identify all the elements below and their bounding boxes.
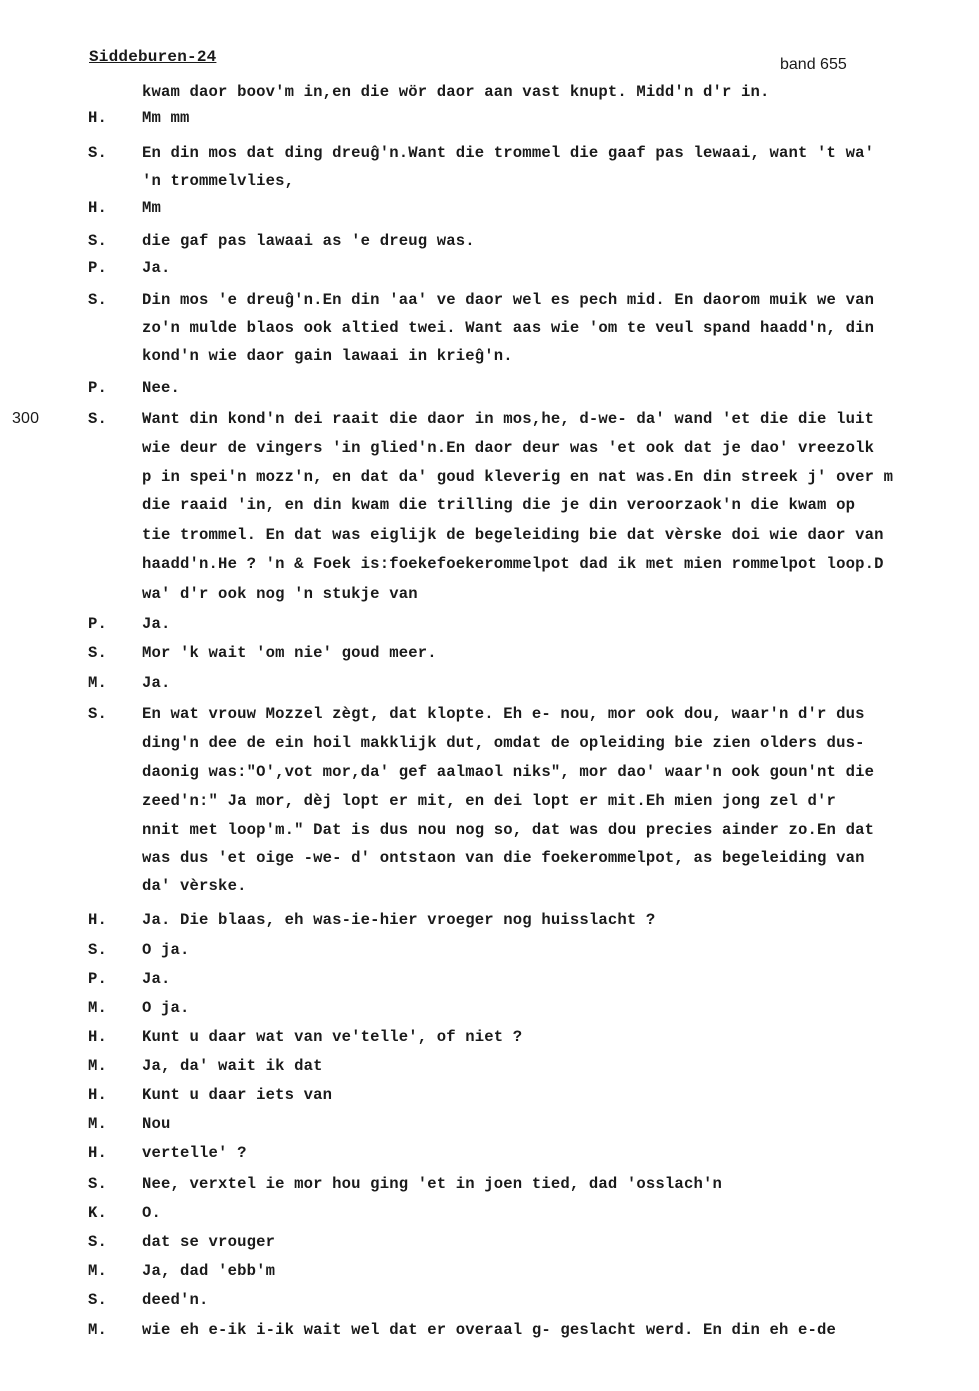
utterance-text: ding'n dee de ein hoil makklijk dut, omdat de opleiding bie zien olders dus- [142, 734, 865, 752]
speaker-label: M. [88, 1321, 108, 1339]
transcript-line [0, 80, 979, 104]
transcript-line [0, 552, 979, 576]
speaker-label: S. [88, 410, 108, 428]
transcript-line [0, 641, 979, 665]
document-title: Siddeburen-24 [89, 48, 217, 66]
utterance-text: O. [142, 1204, 162, 1222]
utterance-text: Nee, verxtel ie mor hou ging 'et in joen tied, dad 'osslach'n [142, 1175, 722, 1193]
utterance-text: Din mos 'e dreuĝ'n.En din 'aa' ve daor wel es pech mid. En daorom muik we van [142, 291, 875, 309]
speaker-label: P. [88, 970, 108, 988]
utterance-text: Ja, da' wait ik dat [142, 1057, 323, 1075]
transcript-line [0, 256, 979, 280]
speaker-label: S. [88, 144, 108, 162]
transcript-line [0, 344, 979, 368]
utterance-text: dat se vrouger [142, 1233, 276, 1251]
transcript-line [0, 106, 979, 130]
speaker-label: S. [88, 291, 108, 309]
speaker-label: M. [88, 1057, 108, 1075]
speaker-label: S. [88, 1291, 108, 1309]
speaker-label: H. [88, 1028, 108, 1046]
transcript-line [0, 316, 979, 340]
transcript-line [0, 169, 979, 193]
speaker-label: H. [88, 1144, 108, 1162]
utterance-text: da' vèrske. [142, 877, 247, 895]
transcript-line [0, 908, 979, 932]
utterance-text: O ja. [142, 999, 190, 1017]
transcript-line [0, 1172, 979, 1196]
line-number: 300 [12, 410, 40, 427]
transcript-line [0, 407, 979, 431]
speaker-label: S. [88, 232, 108, 250]
transcript-line [0, 1112, 979, 1136]
transcript-line [0, 996, 979, 1020]
utterance-text: Ja. [142, 674, 171, 692]
speaker-label: M. [88, 1262, 108, 1280]
utterance-text: Kunt u daar wat van ve'telle', of niet ? [142, 1028, 523, 1046]
speaker-label: P. [88, 259, 108, 277]
transcript-line [0, 376, 979, 400]
utterance-text: die raaid 'in, en din kwam die trilling die je din veroorzaok'n die kwam op [142, 496, 856, 514]
utterance-text: Ja. [142, 615, 171, 633]
utterance-text: En wat vrouw Mozzel zègt, dat klopte. Eh e- nou, mor ook dou, waar'n d'r dus [142, 705, 865, 723]
speaker-label: M. [88, 999, 108, 1017]
transcript-line [0, 789, 979, 813]
utterance-text: nnit met loop'm." Dat is dus nou nog so, dat was dou precies ainder zo.En dat [142, 821, 875, 839]
transcript-line [0, 1141, 979, 1165]
utterance-text: p in spei'n mozz'n, en dat da' goud kleverig en nat was.En din streek j' over m [142, 468, 894, 486]
utterance-text: zo'n mulde blaos ook altied twei. Want aas wie 'om te veul spand haadd'n, din [142, 319, 875, 337]
utterance-text: Mm mm [142, 109, 190, 127]
speaker-label: H. [88, 199, 108, 217]
utterance-text: Mm [142, 199, 162, 217]
speaker-label: M. [88, 1115, 108, 1133]
utterance-text: tie trommel. En dat was eiglijk de begeleiding bie dat vèrske doi wie daor van [142, 526, 884, 544]
utterance-text: O ja. [142, 941, 190, 959]
tape-number: band 655 [780, 56, 847, 73]
transcript-line [0, 874, 979, 898]
transcript-line [0, 288, 979, 312]
utterance-text: Mor 'k wait 'om nie' goud meer. [142, 644, 437, 662]
utterance-text: die gaf pas lawaai as 'e dreug was. [142, 232, 475, 250]
speaker-label: K. [88, 1204, 108, 1222]
utterance-text: kond'n wie daor gain lawaai in krieĝ'n. [142, 347, 513, 365]
transcript-line [0, 702, 979, 726]
speaker-label: S. [88, 705, 108, 723]
speaker-label: P. [88, 379, 108, 397]
utterance-text: deed'n. [142, 1291, 209, 1309]
transcript-line [0, 436, 979, 460]
transcript-line [0, 612, 979, 636]
utterance-text: haadd'n.He ? 'n & Foek is:foekefoekerommelpot dad ik met mien rommelpot loop.D [142, 555, 884, 573]
transcript-line [0, 938, 979, 962]
speaker-label: H. [88, 109, 108, 127]
utterance-text: daonig was:"O',vot mor,da' gef aalmaol niks", mor dao' waar'n ook goun'nt die [142, 763, 875, 781]
utterance-text: Ja. [142, 259, 171, 277]
transcript-line [0, 229, 979, 253]
transcript-line [0, 967, 979, 991]
transcript-line [0, 465, 979, 489]
transcript-line [0, 1054, 979, 1078]
transcript-line [0, 523, 979, 547]
utterance-text: was dus 'et oige -we- d' ontstaon van die foekerommelpot, as begeleiding van [142, 849, 865, 867]
speaker-label: P. [88, 615, 108, 633]
utterance-text: 'n trommelvlies, [142, 172, 295, 190]
speaker-label: H. [88, 911, 108, 929]
transcript-line [0, 196, 979, 220]
transcript-line [0, 671, 979, 695]
utterance-text: En din mos dat ding dreuĝ'n.Want die trommel die gaaf pas lewaai, want 't wa' [142, 144, 875, 162]
transcript-line [0, 818, 979, 842]
utterance-text: wie deur de vingers 'in glied'n.En daor deur was 'et ook dat je dao' vreezolk [142, 439, 875, 457]
transcript-line [0, 760, 979, 784]
utterance-text: Nee. [142, 379, 181, 397]
transcript-line [0, 1201, 979, 1225]
transcript-line [0, 1230, 979, 1254]
transcript-line [0, 1083, 979, 1107]
speaker-label: S. [88, 941, 108, 959]
utterance-text: Ja, dad 'ebb'm [142, 1262, 276, 1280]
utterance-text: zeed'n:" Ja mor, dèj lopt er mit, en dei lopt er mit.Eh mien jong zel d'r [142, 792, 837, 810]
utterance-text: Nou [142, 1115, 171, 1133]
transcript-line [0, 1288, 979, 1312]
speaker-label: S. [88, 644, 108, 662]
transcript-line [0, 493, 979, 517]
utterance-text: wie eh e-ik i-ik wait wel dat er overaal g- geslacht werd. En din eh e-de [142, 1321, 837, 1339]
utterance-text: kwam daor boov'm in,en die wör daor aan vast knupt. Midd'n d'r in. [142, 83, 770, 101]
utterance-text: Want din kond'n dei raait die daor in mos,he, d-we- da' wand 'et die die luit [142, 410, 875, 428]
speaker-label: H. [88, 1086, 108, 1104]
utterance-text: vertelle' ? [142, 1144, 247, 1162]
transcript-line [0, 731, 979, 755]
utterance-text: Ja. Die blaas, eh was-ie-hier vroeger nog huisslacht ? [142, 911, 656, 929]
utterance-text: wa' d'r ook nog 'n stukje van [142, 585, 418, 603]
transcript-line [0, 1259, 979, 1283]
transcript-line [0, 582, 979, 606]
speaker-label: S. [88, 1175, 108, 1193]
transcript-line [0, 1025, 979, 1049]
utterance-text: Ja. [142, 970, 171, 988]
transcript-line [0, 846, 979, 870]
speaker-label: M. [88, 674, 108, 692]
transcript-line [0, 141, 979, 165]
speaker-label: S. [88, 1233, 108, 1251]
utterance-text: Kunt u daar iets van [142, 1086, 333, 1104]
transcript-line [0, 1318, 979, 1342]
